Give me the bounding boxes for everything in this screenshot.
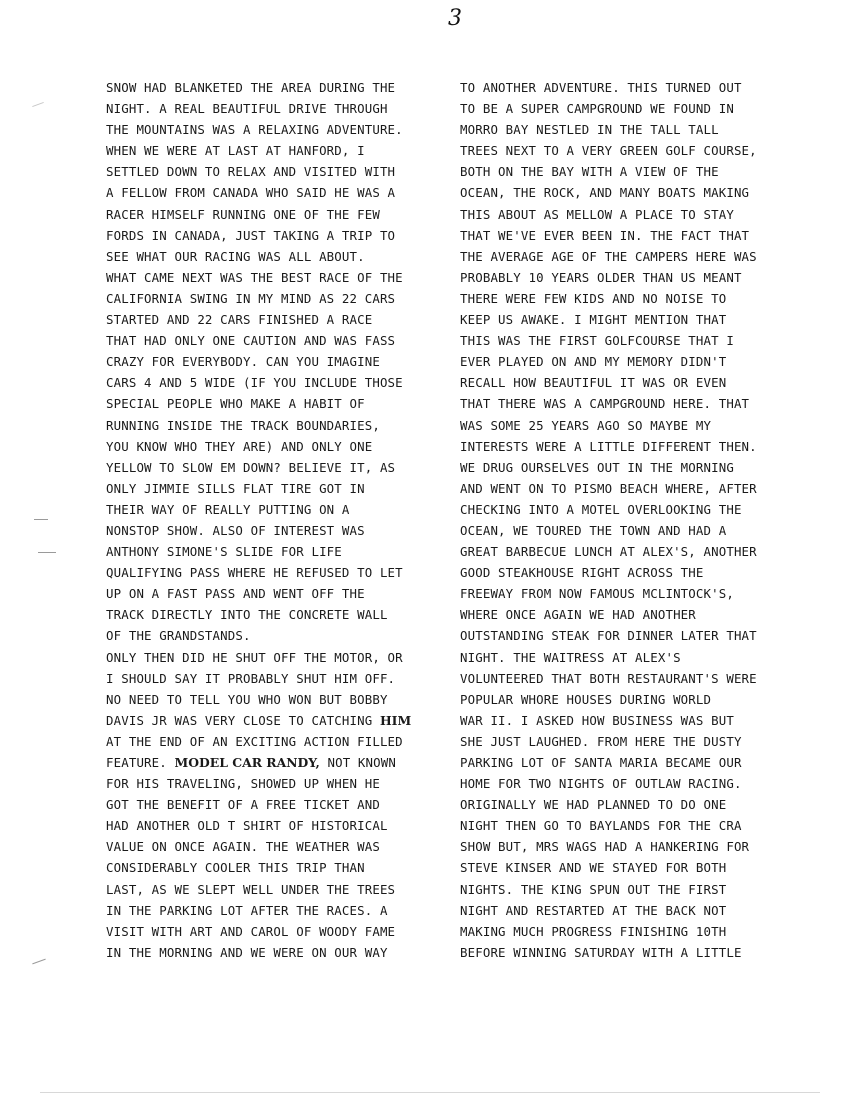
text-line (460, 393, 780, 414)
text-line (460, 520, 780, 541)
text-line (106, 710, 436, 731)
line-text: WAS SOME 25 YEARS AGO SO MAYBE MY (460, 417, 712, 433)
line-text: DAVIS JR WAS VERY CLOSE TO CATCHING (106, 712, 380, 728)
text-line (106, 372, 436, 393)
text-line (460, 246, 780, 267)
line-text: BOTH ON THE BAY WITH A VIEW OF THE (460, 164, 719, 180)
text-line (106, 562, 436, 583)
text-line (106, 794, 436, 815)
text-line (106, 119, 436, 140)
line-text: BEFORE WINNING SATURDAY WITH A LITTLE (460, 944, 742, 960)
text-line (460, 140, 780, 161)
text-line (460, 478, 780, 499)
line-text: RECALL HOW BEAUTIFUL IT WAS OR EVEN (460, 375, 727, 391)
text-line (460, 668, 780, 689)
text-line (460, 625, 780, 646)
text-line (460, 182, 780, 203)
text-line (460, 309, 780, 330)
line-text: A FELLOW FROM CANADA WHO SAID HE WAS A (106, 185, 396, 201)
line-text: NO NEED TO TELL YOU WHO WON BUT BOBBY (106, 691, 388, 707)
text-line (106, 647, 436, 668)
line-text: SEE WHAT OUR RACING WAS ALL ABOUT. (106, 248, 365, 264)
text-line (460, 857, 780, 878)
text-line (106, 161, 436, 182)
text-line (460, 330, 780, 351)
line-text: MORRO BAY NESTLED IN THE TALL TALL (460, 122, 719, 138)
text-line (460, 879, 780, 900)
line-text: THIS ABOUT AS MELLOW A PLACE TO STAY (460, 206, 734, 222)
line-text: SPECIAL PEOPLE WHO MAKE A HABIT OF (106, 396, 365, 412)
line-text: OUTSTANDING STEAK FOR DINNER LATER THAT (460, 628, 757, 644)
text-line (460, 689, 780, 710)
line-text: WAR II. I ASKED HOW BUSINESS WAS BUT (460, 712, 734, 728)
text-line (460, 647, 780, 668)
text-line (460, 288, 780, 309)
page-bottom-edge (40, 1092, 820, 1093)
line-text: HAD ANOTHER OLD T SHIRT OF HISTORICAL (106, 818, 388, 834)
line-text: INTERESTS WERE A LITTLE DIFFERENT THEN. (460, 438, 757, 454)
text-line (106, 836, 436, 857)
line-text: WHERE ONCE AGAIN WE HAD ANOTHER (460, 607, 696, 623)
text-line (460, 710, 780, 731)
line-text: YELLOW TO SLOW EM DOWN? BELIEVE IT, AS (106, 459, 396, 475)
left-text-column (106, 77, 436, 963)
line-text: WE DRUG OURSELVES OUT IN THE MORNING (460, 459, 734, 475)
text-line (460, 267, 780, 288)
line-text: GOT THE BENEFIT OF A FREE TICKET AND (106, 797, 380, 813)
text-line (460, 77, 780, 98)
text-line (460, 583, 780, 604)
line-text: GOOD STEAKHOUSE RIGHT ACROSS THE (460, 565, 704, 581)
line-text: THEIR WAY OF REALLY PUTTING ON A (106, 501, 350, 517)
text-line (106, 393, 436, 414)
text-line (106, 225, 436, 246)
line-text: CRAZY FOR EVERYBODY. CAN YOU IMAGINE (106, 354, 380, 370)
bold-emphasis: MODEL CAR RANDY, (174, 755, 320, 770)
text-line (106, 351, 436, 372)
line-text: NOT KNOWN (319, 755, 396, 770)
text-line (106, 604, 436, 625)
line-text: GREAT BARBECUE LUNCH AT ALEX'S, ANOTHER (460, 544, 757, 560)
line-text: YOU KNOW WHO THEY ARE) AND ONLY ONE (106, 438, 373, 454)
bold-emphasis: HIM (379, 712, 412, 728)
text-line (106, 921, 436, 942)
line-text: RACER HIMSELF RUNNING ONE OF THE FEW (106, 206, 380, 222)
text-line (106, 77, 436, 98)
line-text: HOME FOR TWO NIGHTS OF OUTLAW RACING. (460, 776, 742, 792)
text-line (106, 457, 436, 478)
line-text: THIS WAS THE FIRST GOLFCOURSE THAT I (460, 333, 734, 349)
line-text: NIGHTS. THE KING SPUN OUT THE FIRST (460, 881, 727, 897)
text-line (460, 225, 780, 246)
margin-mark (34, 519, 48, 520)
text-line (106, 668, 436, 689)
text-line (460, 900, 780, 921)
text-line (106, 267, 436, 288)
line-text: ONLY THEN DID HE SHUT OFF THE MOTOR, OR (106, 649, 403, 665)
text-line (460, 752, 780, 773)
text-line (106, 288, 436, 309)
line-text: CALIFORNIA SWING IN MY MIND AS 22 CARS (106, 290, 396, 306)
text-line (106, 625, 436, 646)
text-line (460, 794, 780, 815)
line-text: NIGHT THEN GO TO BAYLANDS FOR THE CRA (460, 818, 742, 834)
line-text: KEEP US AWAKE. I MIGHT MENTION THAT (460, 312, 727, 328)
text-line (460, 731, 780, 752)
line-text: ORIGINALLY WE HAD PLANNED TO DO ONE (460, 797, 727, 813)
text-line (460, 541, 780, 562)
line-text: ANTHONY SIMONE'S SLIDE FOR LIFE (106, 544, 342, 560)
text-line (106, 773, 436, 794)
right-text-column (460, 77, 780, 963)
text-line (460, 204, 780, 225)
line-text: THAT THERE WAS A CAMPGROUND HERE. THAT (460, 396, 750, 412)
text-line (460, 372, 780, 393)
text-line (460, 604, 780, 625)
text-line (106, 731, 436, 752)
line-text: MAKING MUCH PROGRESS FINISHING 10TH (460, 923, 727, 939)
text-line (106, 478, 436, 499)
line-text: FOR HIS TRAVELING, SHOWED UP WHEN HE (106, 776, 380, 792)
text-line (106, 689, 436, 710)
text-line (106, 499, 436, 520)
line-text: IN THE MORNING AND WE WERE ON OUR WAY (106, 944, 388, 960)
text-line (106, 520, 436, 541)
line-text: EVER PLAYED ON AND MY MEMORY DIDN'T (460, 354, 727, 370)
text-line (106, 752, 436, 773)
line-text: TREES NEXT TO A VERY GREEN GOLF COURSE, (460, 143, 757, 159)
text-line (106, 204, 436, 225)
margin-mark (32, 959, 45, 965)
line-text: FEATURE. (106, 755, 175, 770)
line-text: OCEAN, WE TOURED THE TOWN AND HAD A (460, 522, 727, 538)
line-text: FORDS IN CANADA, JUST TAKING A TRIP TO (106, 227, 396, 243)
margin-mark (38, 552, 56, 553)
line-text: CONSIDERABLY COOLER THIS TRIP THAN (106, 860, 365, 876)
text-line (460, 436, 780, 457)
text-line (460, 562, 780, 583)
line-text: NIGHT AND RESTARTED AT THE BACK NOT (460, 902, 727, 918)
line-text: STEVE KINSER AND WE STAYED FOR BOTH (460, 860, 727, 876)
text-line (106, 140, 436, 161)
text-line (106, 900, 436, 921)
line-text: POPULAR WHORE HOUSES DURING WORLD (460, 691, 712, 707)
line-text: TO BE A SUPER CAMPGROUND WE FOUND IN (460, 101, 734, 117)
text-line (106, 583, 436, 604)
line-text: TO ANOTHER ADVENTURE. THIS TURNED OUT (460, 80, 742, 95)
margin-mark (32, 102, 44, 107)
line-text: NONSTOP SHOW. ALSO OF INTEREST WAS (106, 522, 365, 538)
line-text: OCEAN, THE ROCK, AND MANY BOATS MAKING (460, 185, 750, 201)
line-text: IN THE PARKING LOT AFTER THE RACES. A (106, 902, 388, 918)
text-line (460, 815, 780, 836)
text-line (106, 436, 436, 457)
line-text: CHECKING INTO A MOTEL OVERLOOKING THE (460, 501, 742, 517)
line-text: OF THE GRANDSTANDS. (106, 628, 251, 644)
line-text: WHAT CAME NEXT WAS THE BEST RACE OF THE (106, 269, 403, 285)
line-text: ONLY JIMMIE SILLS FLAT TIRE GOT IN (106, 480, 365, 496)
text-line (460, 98, 780, 119)
line-text: SETTLED DOWN TO RELAX AND VISITED WITH (106, 164, 396, 180)
line-text: WHEN WE WERE AT LAST AT HANFORD, I (106, 143, 365, 159)
line-text: UP ON A FAST PASS AND WENT OFF THE (106, 586, 365, 602)
text-line (106, 815, 436, 836)
text-line (106, 415, 436, 436)
text-line (460, 499, 780, 520)
line-text: STARTED AND 22 CARS FINISHED A RACE (106, 312, 373, 328)
line-text: SHOW BUT, MRS WAGS HAD A HANKERING FOR (460, 839, 750, 855)
line-text: NIGHT. THE WAITRESS AT ALEX'S (460, 649, 681, 665)
line-text: THERE WERE FEW KIDS AND NO NOISE TO (460, 290, 727, 306)
line-text: NIGHT. A REAL BEAUTIFUL DRIVE THROUGH (106, 101, 388, 117)
text-line (106, 309, 436, 330)
line-text: RUNNING INSIDE THE TRACK BOUNDARIES, (106, 417, 380, 433)
line-text: VALUE ON ONCE AGAIN. THE WEATHER WAS (106, 839, 380, 855)
line-text: THAT WE'VE EVER BEEN IN. THE FACT THAT (460, 227, 750, 243)
line-text: PROBABLY 10 YEARS OLDER THAN US MEANT (460, 269, 742, 285)
text-line (106, 330, 436, 351)
line-text: TRACK DIRECTLY INTO THE CONCRETE WALL (106, 607, 388, 623)
line-text: FREEWAY FROM NOW FAMOUS MCLINTOCK'S, (460, 586, 734, 602)
text-line (460, 415, 780, 436)
text-line (106, 246, 436, 267)
line-text: VOLUNTEERED THAT BOTH RESTAURANT'S WERE (460, 670, 757, 686)
line-text: THE MOUNTAINS WAS A RELAXING ADVENTURE. (106, 122, 403, 138)
line-text: THE AVERAGE AGE OF THE CAMPERS HERE WAS (460, 248, 757, 264)
line-text: PARKING LOT OF SANTA MARIA BECAME OUR (460, 755, 742, 770)
line-text: SNOW HAD BLANKETED THE AREA DURING THE (106, 80, 396, 95)
text-line (460, 921, 780, 942)
text-line (460, 773, 780, 794)
text-line (460, 942, 780, 963)
text-line (106, 857, 436, 878)
text-line (106, 541, 436, 562)
line-text: THAT HAD ONLY ONE CAUTION AND WAS FASS (106, 333, 396, 349)
text-line (460, 457, 780, 478)
text-line (106, 879, 436, 900)
text-line (460, 836, 780, 857)
line-text: QUALIFYING PASS WHERE HE REFUSED TO LET (106, 565, 403, 581)
line-text: LAST, AS WE SLEPT WELL UNDER THE TREES (106, 881, 396, 897)
line-text: AND WENT ON TO PISMO BEACH WHERE, AFTER (460, 480, 757, 496)
text-line (460, 351, 780, 372)
text-line (106, 942, 436, 963)
line-text: VISIT WITH ART AND CAROL OF WOODY FAME (106, 923, 396, 939)
page-number: 3 (448, 6, 462, 31)
text-line (460, 119, 780, 140)
line-text: I SHOULD SAY IT PROBABLY SHUT HIM OFF. (106, 670, 396, 686)
text-line (106, 182, 436, 203)
line-text: SHE JUST LAUGHED. FROM HERE THE DUSTY (460, 733, 742, 749)
text-line (460, 161, 780, 182)
line-text: CARS 4 AND 5 WIDE (IF YOU INCLUDE THOSE (106, 375, 403, 391)
text-line (106, 98, 436, 119)
line-text: AT THE END OF AN EXCITING ACTION FILLED (106, 733, 403, 749)
